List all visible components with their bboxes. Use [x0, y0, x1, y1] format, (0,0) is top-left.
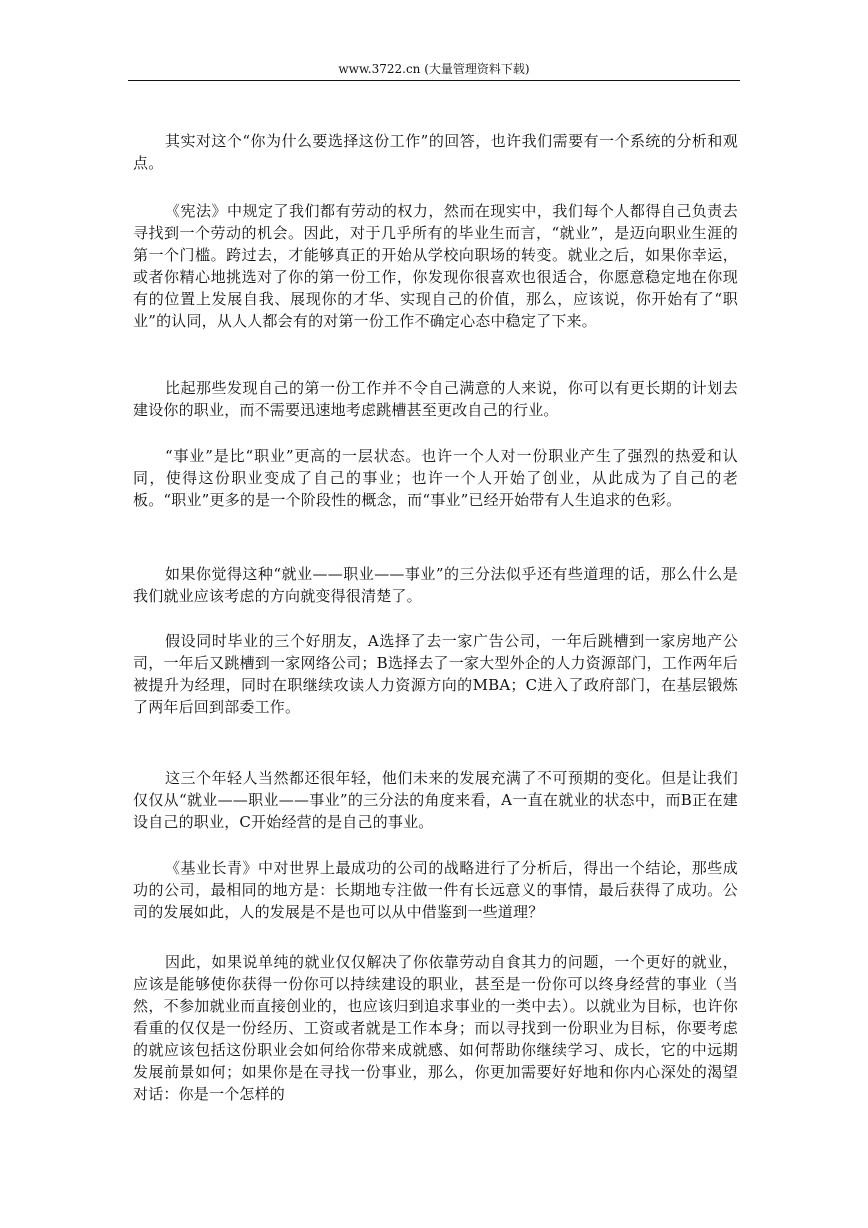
paragraph-6: 假设同时毕业的三个好朋友，A选择了去一家广告公司，一年后跳槽到一家房地产公司，一年后又跳槽到一家网络公司；B选择去了一家大型外企的人力资源部门，工作两年后被提升为经理，同时在职继续攻读人力资源方向的MBA；C进入了政府部门，在基层锻炼了两年后回到部委工作。	[133, 632, 738, 716]
paragraph-5: 如果你觉得这种“就业——职业——事业”的三分法似乎还有些道理的话，那么什么是我们就业应该考虑的方向就变得很清楚了。	[133, 565, 738, 605]
paragraph-2: 《宪法》中规定了我们都有劳动的权力，然而在现实中，我们每个人都得自己负责去寻找到一个劳动的机会。因此，对于几乎所有的毕业生而言，“就业”，是迈向职业生涯的第一个门槛。跨过去，才能够真正的开始从学校向职场的转变。就业之后，如果你幸运，或者你精心地挑选对了你的第一份工作，你发现你很喜欢也很适合，你愿意稳定地在你现有的位置上发展自我、展现你的才华、实现自己的价值，那么，应该说，你开始有了“职业”的认同，从人人都会有的对第一份工作不确定心态中稳定了下来。	[133, 202, 738, 330]
paragraph-9: 因此，如果说单纯的就业仅仅解决了你依靠劳动自食其力的问题，一个更好的就业，应该是能够使你获得一份你可以持续建设的职业，甚至是一份你可以终身经营的事业（当然，不参加就业而直接创业的，也应该归到追求事业的一类中去）。以就业为目标，也许你看重的仅仅是一份经历、工资或者就是工作本身；而以寻找到一份职业为目标，你要考虑的就应该包括这份职业会如何给你带来成就感、如何帮助你继续学习、成长，它的中远期发展前景如何；如果你是在寻找一份事业，那么，你更加需要好好地和你内心深处的渴望对话：你是一个怎样的	[133, 953, 738, 1103]
paragraph-1: 其实对这个“你为什么要选择这份工作”的回答，也许我们需要有一个系统的分析和观点。	[133, 132, 738, 172]
paragraph-8: 《基业长青》中对世界上最成功的公司的战略进行了分析后，得出一个结论，那些成功的公司，最相同的地方是：长期地专注做一件有长远意义的事情，最后获得了成功。公司的发展如此，人的发展是不是也可以从中借鉴到一些道理？	[133, 859, 738, 921]
header-divider	[128, 80, 740, 81]
paragraph-4: “事业”是比“职业”更高的一层状态。也许一个人对一份职业产生了强烈的热爱和认同，使得这份职业变成了自己的事业；也许一个人开始了创业，从此成为了自己的老板。“职业”更多的是一个阶段性的概念，而“事业”已经开始带有人生追求的色彩。	[133, 447, 738, 509]
paragraph-7: 这三个年轻人当然都还很年轻，他们未来的发展充满了不可预期的变化。但是让我们仅仅从“就业——职业——事业”的三分法的角度来看，A一直在就业的状态中，而B正在建设自己的职业，C开始经营的是自己的事业。	[133, 769, 738, 831]
paragraph-3: 比起那些发现自己的第一份工作并不令自己满意的人来说，你可以有更长期的计划去建设你的职业，而不需要迅速地考虑跳槽甚至更改自己的行业。	[133, 379, 738, 419]
page-header: www.3722.cn (大量管理资料下载)	[338, 62, 530, 76]
